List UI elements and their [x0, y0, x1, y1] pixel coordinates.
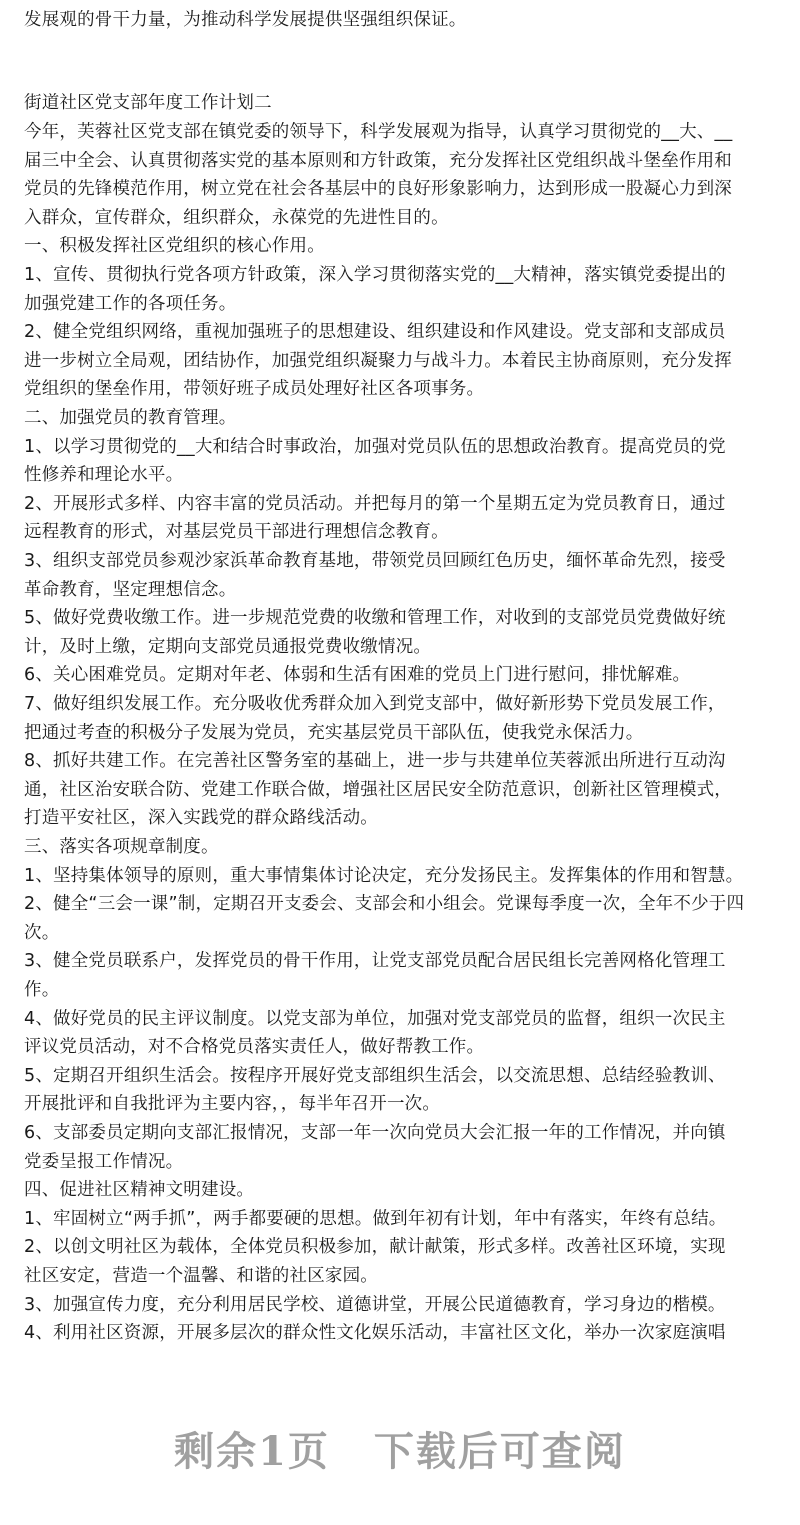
text-line: 计，及时上缴，定期向支部党员通报党费收缴情况。 — [24, 636, 432, 657]
text-line: 革命教育，坚定理想信念。 — [24, 579, 237, 600]
text-line: 2、健全“三会一课”制，定期召开支委会、支部会和小组会。党课每季度一次，全年不少于四 — [24, 894, 745, 915]
text-line: 5、做好党费收缴工作。进一步规范党费的收缴和管理工作，对收到的支部党员党费做好统 — [24, 608, 726, 629]
text-line: 届三中全会、认真贯彻落实党的基本原则和方针政策，充分发挥社区党组织战斗堡垒作用和 — [24, 150, 732, 171]
text-line: 党委呈报工作情况。 — [24, 1151, 184, 1172]
text-line: 开展批评和自我批评为主要内容，，每半年召开一次。 — [24, 1094, 441, 1115]
text-line: 加强党建工作的各项任务。 — [24, 293, 237, 314]
text-line: 1、宣传、贯彻执行党各项方针政策，深入学习贯彻落实党的__大精神，落实镇党委提出的 — [24, 265, 726, 285]
text-line: 打造平安社区，深入实践党的群众路线活动。 — [24, 808, 378, 829]
text-line: 8、抓好共建工作。在完善社区警务室的基础上，进一步与共建单位芙蓉派出所进行互动沟 — [24, 751, 726, 772]
text-line: 四、促进社区精神文明建设。 — [24, 1180, 255, 1201]
text-line: 3、加强宣传力度，充分利用居民学校、道德讲堂，开展公民道德教育，学习身边的楷模。 — [24, 1294, 726, 1315]
intro-line: 发展观的骨干力量，为推动科学发展提供坚强组织保证。 — [24, 10, 467, 30]
text-line: 1、以学习贯彻党的__大和结合时事政治，加强对党员队伍的思想政治教育。提高党员的党 — [24, 436, 726, 457]
text-line: 通，社区治安联合防、党建工作联合做，增强社区居民安全防范意识，创新社区管理模式， — [24, 779, 732, 800]
text-line: 党组织的堡垒作用，带领好班子成员处理好社区各项事务。 — [24, 379, 485, 400]
text-line: 2、以创文明社区为载体，全体党员积极参加，献计献策，形式多样。改善社区环境，实现 — [24, 1237, 726, 1258]
text-line: 3、组织支部党员参观沙家浜革命教育基地，带领党员回顾红色历史，缅怀革命先烈，接受 — [24, 551, 726, 571]
text-line: 一、积极发挥社区党组织的核心作用。 — [24, 236, 325, 257]
text-line: 评议党员活动，对不合格党员落实责任人，做好帮教工作。 — [24, 1037, 485, 1058]
text-line: 3、健全党员联系户，发挥党员的骨干作用，让党支部党员配合居民组长完善网格化管理工 — [24, 951, 726, 972]
text-line: 性修养和理论水平。 — [24, 465, 184, 486]
text-line: 6、支部委员定期向支部汇报情况，支部一年一次向党员大会汇报一年的工作情况，并向镇 — [24, 1123, 726, 1143]
text-line: 三、落实各项规章制度。 — [24, 837, 219, 857]
text-line: 把通过考查的积极分子发展为党员，充实基层党员干部队伍，使我党永保活力。 — [24, 722, 644, 743]
text-line: 二、加强党员的教育管理。 — [24, 408, 237, 428]
read-more-banner[interactable] — [0, 1420, 800, 1477]
text-line: 社区安定，营造一个温馨、和谐的社区家园。 — [24, 1266, 378, 1286]
text-line: 7、做好组织发展工作。充分吸收优秀群众加入到党支部中，做好新形势下党员发展工作， — [24, 694, 726, 714]
remaining-pages-label: 剩余1页 — [174, 1428, 330, 1475]
text-line: 远程教育的形式，对基层党员干部进行理想信念教育。 — [24, 522, 449, 543]
download-hint-label: 下载后可查阅 — [373, 1428, 626, 1475]
text-line: 4、做好党员的民主评议制度。以党支部为单位，加强对党支部党员的监督，组织一次民主 — [24, 1008, 726, 1029]
text-line: 作。 — [24, 980, 60, 1000]
document-title: 街道社区党支部年度工作计划二 — [24, 93, 272, 113]
text-line: 1、坚持集体领导的原则，重大事情集体讨论决定，充分发扬民主。发挥集体的作用和智慧。 — [24, 865, 744, 886]
text-line: 进一步树立全局观，团结协作，加强党组织凝聚力与战斗力。本着民主协商原则，充分发挥 — [24, 350, 732, 371]
text-line: 4、利用社区资源，开展多层次的群众性文化娱乐活动，丰富社区文化，举办一次家庭演唱 — [24, 1323, 726, 1344]
text-line: 次。 — [24, 922, 60, 943]
text-line: 入群众，宣传群众，组织群众，永葆党的先进性目的。 — [24, 207, 449, 228]
text-line: 6、关心困难党员。定期对年老、体弱和生活有困难的党员上门进行慰问，排忧解难。 — [24, 665, 691, 686]
text-line: 2、健全党组织网络，重视加强班子的思想建设、组织建设和作风建设。党支部和支部成员 — [24, 322, 726, 343]
text-line: 今年，芙蓉社区党支部在镇党委的领导下，科学发展观为指导，认真学习贯彻党的__大、__ — [24, 122, 733, 142]
text-line: 党员的先锋模范作用，树立党在社会各基层中的良好形象影响力，达到形成一股凝心力到深 — [24, 179, 732, 200]
text-line: 5、定期召开组织生活会。按程序开展好党支部组织生活会，以交流思想、总结经验教训、 — [24, 1065, 726, 1086]
text-line: 1、牢固树立“两手抓”，两手都要硬的思想。做到年初有计划，年中有落实，年终有总结。 — [24, 1208, 727, 1229]
text-line: 2、开展形式多样、内容丰富的党员活动。并把每月的第一个星期五定为党员教育日，通过 — [24, 493, 726, 514]
